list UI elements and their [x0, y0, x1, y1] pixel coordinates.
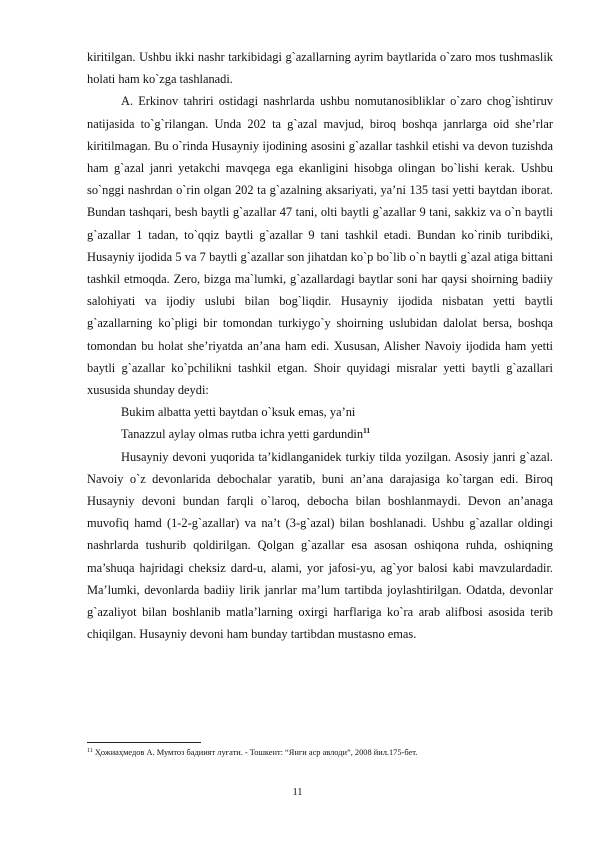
main-text — [87, 46, 553, 645]
footnote-separator — [87, 742, 201, 743]
paragraph-2: A. Erkinov tahriri ostidagi nashrlarda ushbu nomutanosibliklar o`zaro chog`ishtiruv natijasida to`g`rilangan. Unda 202 ta g`azal mavjud, biroq boshqa janrlarga oid she’rlar kiritilmagan. Bu o`rinda Husayniy ijodining asosini g`azallar tashkil etishi va devon tuzishda ham g`azal janri yetakchi mavqega ega ekanligini hisobga olingan bo`lishi kerak. Ushbu so`nggi nashrdan o`rin olgan 202 ta g`azalning aksariyati, ya’ni 135 tasi yetti baytdan iborat. Bundan tashqari, besh baytli g`azallar 47 tani, olti baytli g`azallar 9 tani, sakkiz va o`n baytli g`azallar 1 tadan, to`qqiz baytli g`azallar 9 tani tashkil etadi. Bundan ko`rinib turibdiki, Husayniy ijodida 5 va 7 baytli g`azallar son jihatdan ko`p bo`lib o`n baytli g`azal atiga bittani tashkil etmoqda. Zero, bizga ma`lumki, g`azallardagi baytlar soni har qaysi shoirning badiiy salohiyati va ijodiy uslubi bilan bog`liqdir. Husayniy ijodida nisbatan yetti baytli g`azallarning ko`pligi bir tomondan turkiygo`y shoirning uslubidan dalolat bersa, boshqa tomondan bu holat she’riyatda an’ana ham edi. Xususan, Alisher Navoiy ijodida ham yetti baytli g`azallar ko`pchilikni tashkil etgan. Shoir quyidagi misralar yetti baytli g`azallari xususida shunday deydi: — [87, 94, 553, 398]
paragraph-1: kiritilgan. Ushbu ikki nashr tarkibidagi g`azallarning ayrim baytlarida o`zaro mos tushmaslik holati ham ko`zga tashlanadi. — [87, 50, 553, 87]
paragraph-3: Husayniy devoni yuqorida ta’kidlanganidek turkiy tilda yozilgan. Asosiy janri g`azal. Navoiy o`z devonlarida debochalar yaratib, buni an’ana darajasiga ko`targan edi. Biroq Husayniy devoni bundan farqli o`laroq, debocha bilan boshlanmaydi. Devon an’anaga muvofiq hamd (1-2-g`azallar) va na’t (3-g`azal) bilan boshlanadi. Ushbu g`azallar oldingi nashrlarda tushurib qoldirilgan. Qolgan g`azallar esa asosan oshiqona ruhda, oshiqning ma’shuqa hajridagi cheksiz dard-u, alami, yor jafosi-yu, ag`yor balosi kabi mavzulardadir. Ma’lumki, devonlarda badiiy lirik janrlar ma’lum tartibda joylashtirilgan. Odatda, devonlar g`azaliyot bilan boshlanib matla’larning oxirgi harflariga ko`ra arab alifbosi asosida terib chiqilgan. Husayniy devoni ham bunday tartibdan mustasno emas. — [87, 449, 553, 642]
footnote-number: 11 — [87, 748, 93, 754]
footnote — [87, 747, 553, 758]
verse-line-2-text: Tanazzul aylay olmas rutba ichra yetti gardundin — [121, 427, 364, 442]
verse-line-1: Bukim albatta yetti baytdan o`ksuk emas, ya’ni — [121, 405, 356, 420]
footnote-reference[interactable]: 11 — [363, 426, 371, 436]
page-number: 11 — [292, 787, 303, 798]
footnote-text: Ҳожиаҳмедов А. Мумтоз бадиият луғати. - Тошкент: “Янги аср авлоди”, 2008 йил.175-бет. — [92, 748, 418, 757]
verse-line-2 — [87, 423, 553, 445]
